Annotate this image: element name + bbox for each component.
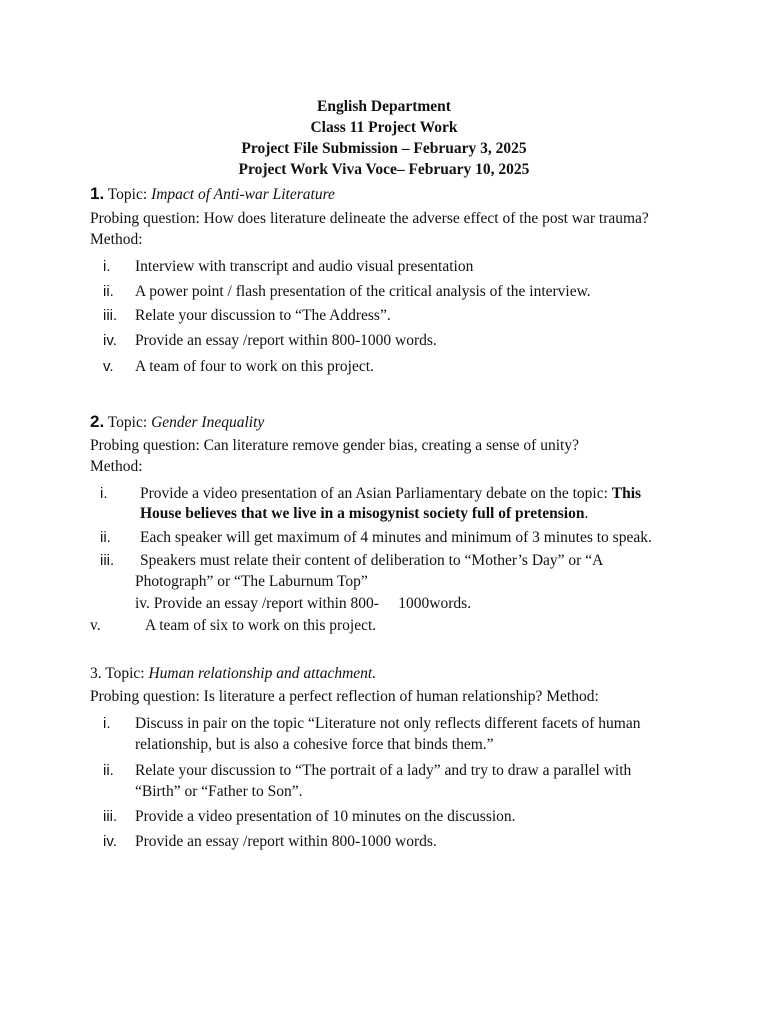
section2-heading — [90, 411, 264, 433]
section1-item2-text: A power point / flash presentation of the critical analysis of the interview. — [135, 283, 591, 300]
section3-item2-text-line1: Relate your discussion to “The portrait of a lady” and try to draw a parallel with — [135, 762, 632, 779]
section2-item1-line2 — [140, 503, 588, 524]
class-title: Class 11 Project Work — [310, 119, 458, 136]
section1-item3-number: iii. — [103, 307, 118, 324]
section1-item4-text: Provide an essay /report within 800-1000 words. — [135, 332, 437, 349]
section3-probing-question: Probing question: Is literature a perfect reflection of human relationship? Method: — [90, 688, 599, 705]
section1-item2-number: ii. — [103, 283, 114, 300]
section3-item2-number: ii. — [103, 762, 114, 779]
section2-topic-label: Topic: — [107, 414, 152, 431]
section2-item5-text: A team of six to work on this project. — [145, 617, 377, 634]
section2-method-label: Method: — [90, 458, 143, 475]
section1-number: 1. — [90, 184, 105, 203]
section3-item2-text-line2: “Birth” or “Father to Son”. — [135, 783, 303, 800]
section2-item2-text: Each speaker will get maximum of 4 minutes and minimum of 3 minutes to speak. — [140, 529, 652, 546]
section1-item1-number: i. — [103, 258, 111, 275]
section3-item4-text: Provide an essay /report within 800-1000 words. — [135, 833, 437, 850]
section3-heading — [90, 663, 376, 684]
section1-topic-label: Topic: — [107, 186, 152, 203]
section3-item3-number: iii. — [103, 808, 118, 825]
section2-item5-number: v. — [90, 617, 101, 634]
section2-topic: Gender Inequality — [151, 414, 265, 431]
section3-topic-label: 3. Topic: — [90, 665, 149, 682]
section3-topic: Human relationship and attachment. — [148, 665, 377, 682]
section1-item5-text: A team of four to work on this project. — [135, 358, 374, 375]
section2-item2-number: ii. — [100, 529, 111, 546]
section3-item4-number: iv. — [103, 833, 117, 850]
section1-item5-number: v. — [103, 358, 114, 375]
section1-topic: Impact of Anti-war Literature — [151, 186, 335, 203]
section2-number: 2. — [90, 412, 105, 431]
viva-date: Project Work Viva Voce– February 10, 2025 — [238, 161, 530, 178]
section3-item1-number: i. — [103, 715, 111, 732]
section3-item3-text: Provide a video presentation of 10 minutes on the discussion. — [135, 808, 516, 825]
section2-item3-text-line2: Photograph” or “The Laburnum Top” — [135, 573, 368, 590]
section3-item1-text-line2: relationship, but is also a cohesive force that binds them.” — [135, 736, 494, 753]
department-title: English Department — [317, 98, 451, 115]
section1-method-label: Method: — [90, 231, 143, 248]
section1-item4-number: iv. — [103, 332, 117, 349]
section1-item1-text: Interview with transcript and audio visual presentation — [135, 258, 474, 275]
section2-probing-question: Probing question: Can literature remove gender bias, creating a sense of unity? — [90, 437, 579, 454]
section2-item4: iv. Provide an essay /report within 800- 1000words. — [135, 595, 472, 612]
section2-motion: House believes that we live in a misogynist society full of pretension — [140, 505, 585, 522]
section2-item1-text: Provide a video presentation of an Asian Parliamentary debate on the topic: — [140, 485, 612, 502]
section2-item1-end: . — [584, 505, 589, 522]
submission-date: Project File Submission – February 3, 2025 — [241, 140, 527, 157]
section2-item3-number: iii. — [100, 552, 115, 569]
section2-motion-start: This — [611, 485, 642, 502]
section1-heading — [90, 183, 335, 205]
section1-item3-text: Relate your discussion to “The Address”. — [135, 307, 391, 324]
section2-item1-number: i. — [100, 485, 108, 502]
section3-item1-text-line1: Discuss in pair on the topic “Literature not only reflects different facets of human — [135, 715, 641, 732]
section2-item1-line1 — [140, 483, 641, 504]
section2-item3-text-line1: Speakers must relate their content of deliberation to “Mother’s Day” or “A — [140, 552, 604, 569]
section1-probing-question: Probing question: How does literature delineate the adverse effect of the post war trauma? — [90, 210, 649, 227]
